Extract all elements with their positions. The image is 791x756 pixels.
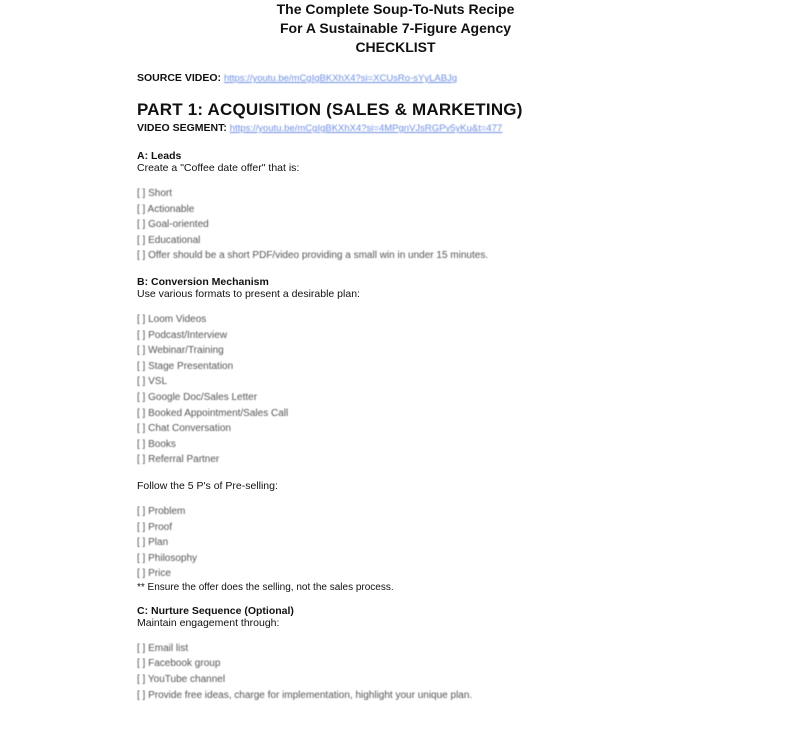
checklist-item[interactable]: [ ] Loom Videos — [137, 313, 207, 325]
preselling-note: ** Ensure the offer does the selling, not the sales process. — [137, 581, 394, 593]
checklist-item[interactable]: [ ] Offer should be a short PDF/video providing a small win in under 15 minutes. — [137, 250, 489, 262]
title-line-2: For A Sustainable 7-Figure Agency — [279, 20, 512, 36]
nurture-title: C: Nurture Sequence (Optional) — [137, 604, 294, 617]
checklist-item[interactable]: [ ] Goal-oriented — [137, 219, 209, 231]
conversion-title: B: Conversion Mechanism — [137, 275, 269, 288]
video-segment-label: VIDEO SEGMENT: — [137, 122, 227, 134]
leads-intro: Create a "Coffee date offer" that is: — [137, 162, 300, 174]
checklist-item[interactable]: [ ] VSL — [137, 376, 168, 388]
checklist-item[interactable]: [ ] Booked Appointment/Sales Call — [137, 407, 289, 419]
nurture-intro: Maintain engagement through: — [137, 616, 280, 629]
checklist-item[interactable]: [ ] YouTube channel — [137, 674, 226, 686]
title-line-3: CHECKLIST — [355, 39, 436, 55]
checklist-item[interactable]: [ ] Books — [137, 438, 176, 450]
checklist-item[interactable]: [ ] Stage Presentation — [137, 360, 234, 372]
part1-heading: PART 1: ACQUISITION (SALES & MARKETING) — [137, 100, 523, 119]
document-body — [137, 72, 747, 703]
checklist-item[interactable]: [ ] Problem — [137, 505, 186, 517]
checklist-item[interactable]: [ ] Webinar/Training — [137, 345, 224, 357]
checklist-item[interactable]: [ ] Google Doc/Sales Letter — [137, 391, 258, 403]
checklist-item[interactable]: [ ] Proof — [137, 521, 173, 533]
source-video-row — [137, 72, 747, 84]
checklist-item[interactable]: [ ] Provide free ideas, charge for implementation, highlight your unique plan. — [137, 689, 473, 701]
checklist-item[interactable]: [ ] Short — [137, 188, 173, 199]
checklist-item[interactable]: [ ] Educational — [137, 234, 201, 246]
checklist-item[interactable]: [ ] Plan — [137, 537, 169, 549]
checklist-item[interactable]: [ ] Actionable — [137, 203, 195, 215]
checklist-item[interactable]: [ ] Philosophy — [137, 552, 198, 564]
source-video-label: SOURCE VIDEO: — [137, 72, 222, 84]
checklist-item[interactable]: [ ] Email list — [137, 642, 189, 654]
preselling-intro: Follow the 5 P's of Pre-selling: — [137, 479, 278, 492]
checklist-item[interactable]: [ ] Price — [137, 568, 171, 580]
checklist-item[interactable]: [ ] Referral Partner — [137, 454, 220, 466]
source-video-link[interactable]: https://youtu.be/mCgIgBKXhX4?si=XCUsRo-sYyLABJg — [223, 73, 458, 84]
document-title — [0, 0, 791, 57]
conversion-intro: Use various formats to present a desirable plan: — [137, 287, 360, 300]
checklist-item[interactable]: [ ] Facebook group — [137, 658, 221, 670]
title-line-1: The Complete Soup-To-Nuts Recipe — [276, 1, 515, 17]
video-segment-link[interactable]: https://youtu.be/mCgIgBKXhX4?si=4MPgnVJsRGPv5yKu&t=477 — [229, 123, 503, 134]
leads-title: A: Leads — [137, 150, 182, 162]
checklist-item[interactable]: [ ] Chat Conversation — [137, 423, 231, 435]
checklist-item[interactable]: [ ] Podcast/Interview — [137, 329, 228, 341]
video-segment-row — [137, 122, 747, 134]
